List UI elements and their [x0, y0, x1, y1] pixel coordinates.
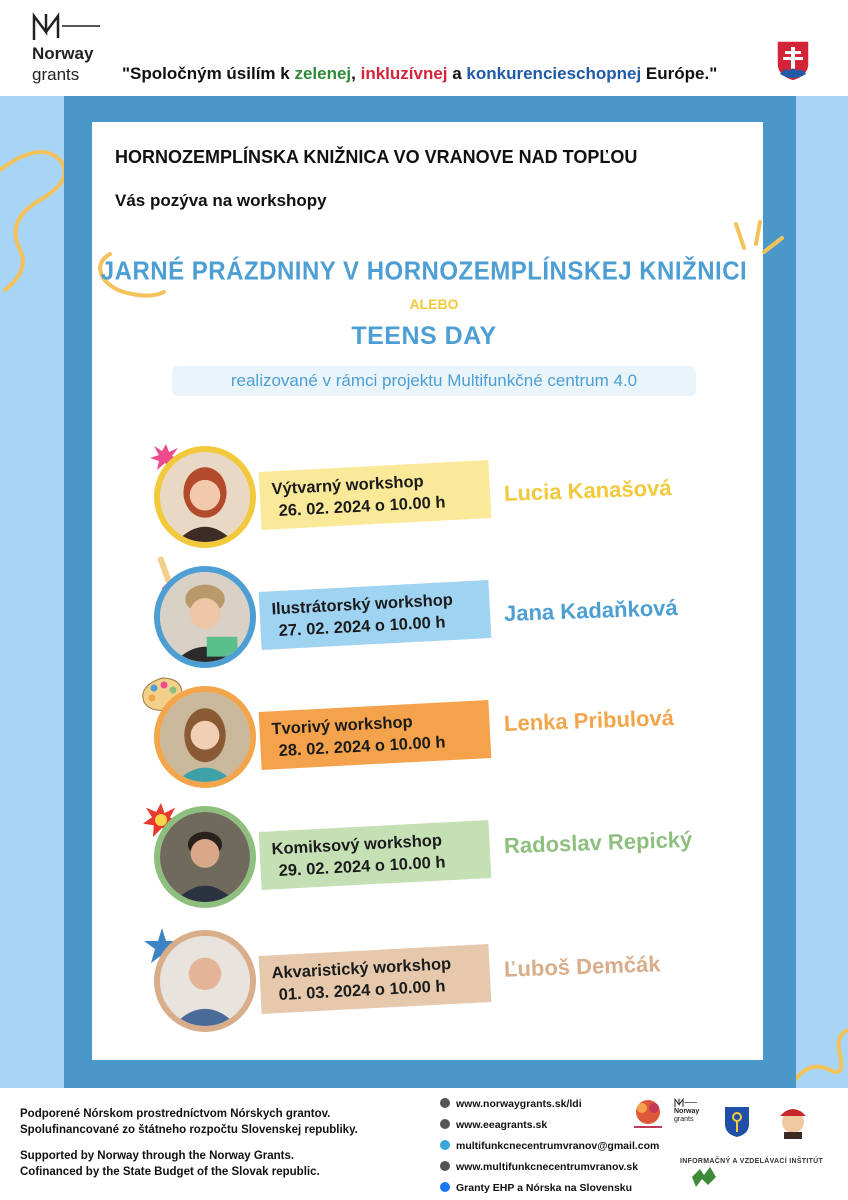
- web-icon: [440, 1119, 450, 1129]
- small-logo-word: grants: [674, 1116, 694, 1123]
- workshop-name: Akvaristický workshop: [271, 955, 452, 983]
- workshop-item: [0, 440, 848, 560]
- invite-text: Vás pozýva na workshopy: [115, 191, 327, 210]
- workshop-name: Tvorivý workshop: [271, 713, 414, 739]
- header: [0, 0, 848, 96]
- norway-grants-mark-icon: [32, 12, 102, 42]
- footer-link-text: Granty EHP a Nórska na Slovensku: [456, 1182, 633, 1194]
- presenter-photo: [154, 446, 256, 548]
- institute-name: INFORMAČNÝ A VZDELÁVACÍ INŠTITÚT: [680, 1158, 824, 1165]
- presenter-photo: [154, 566, 256, 668]
- support-text-en: [20, 1148, 320, 1180]
- support-sk-line: Spolufinancované zo štátneho rozpočtu Slovenskej republiky.: [20, 1124, 358, 1136]
- presenter-photo: [154, 806, 256, 908]
- facebook-icon: [440, 1182, 450, 1192]
- footer-link-text: multifunkcnecentrumvranov@gmail.com: [456, 1140, 660, 1152]
- alebo-text: ALEBO: [409, 296, 459, 312]
- slogan-part: a: [447, 64, 467, 83]
- footer-link[interactable]: [440, 1119, 547, 1131]
- web-icon: [440, 1098, 450, 1108]
- footer-link[interactable]: [440, 1182, 632, 1194]
- support-en-line: Cofinanced by the State Budget of the Slovak republic.: [20, 1166, 320, 1178]
- logo-word-grants: grants: [32, 65, 80, 84]
- slogan-green: zelenej: [294, 64, 352, 83]
- workshop-name: Komiksový workshop: [271, 831, 443, 859]
- presenter-photo: [154, 686, 256, 788]
- slogan-part: "Spoločným úsilím k: [122, 64, 295, 83]
- presenter-photo: [154, 930, 256, 1032]
- footer-link[interactable]: [440, 1140, 659, 1152]
- norway-grants-logo: [30, 12, 102, 84]
- main-title: JARNÉ PRÁZDNINY V HORNOZEMPLÍNSKEJ KNIŽNICI: [100, 256, 748, 287]
- organization-title: HORNOZEMPLÍNSKA KNIŽNICA VO VRANOVE NAD TOPĽOU: [115, 147, 638, 167]
- workshop-label: [259, 700, 492, 770]
- footer: [0, 1088, 848, 1200]
- slogan-part: ,: [351, 64, 361, 83]
- multifunctional-center-logo: [628, 1096, 668, 1132]
- slogan-part: Európe.": [641, 64, 718, 83]
- workshop-label: [259, 460, 492, 530]
- library-mascot-logo: [776, 1102, 810, 1140]
- support-text-sk: [20, 1106, 358, 1138]
- presenter-name: Lenka Pribulová: [503, 705, 675, 736]
- workshop-item: [0, 680, 848, 800]
- workshop-date: 28. 02. 2024 o 10.00 h: [278, 733, 446, 761]
- presenter-name: Lucia Kanašová: [503, 475, 672, 506]
- small-logo-word: Norway: [674, 1108, 700, 1115]
- footer-link[interactable]: [440, 1161, 638, 1173]
- workshop-date: 29. 02. 2024 o 10.00 h: [278, 853, 446, 881]
- web-icon: [440, 1161, 450, 1171]
- slogan: [122, 64, 717, 84]
- workshop-item: [0, 800, 848, 920]
- footer-link-text: www.norwaygrants.sk/ldi: [456, 1098, 582, 1110]
- slogan-blue: konkurencieschopnej: [466, 64, 642, 83]
- norway-grants-mark-icon: [674, 1098, 698, 1108]
- workshop-item: [0, 560, 848, 680]
- workshop-label: [259, 580, 492, 650]
- subtitle: TEENS DAY: [351, 322, 497, 350]
- presenter-name: Ľuboš Demčák: [503, 951, 661, 982]
- presenter-name: Jana Kadaňková: [503, 594, 679, 627]
- workshop-date: 26. 02. 2024 o 10.00 h: [278, 493, 446, 521]
- slogan-red: inkluzívnej: [360, 64, 448, 83]
- workshop-label: [259, 944, 492, 1014]
- presenter-name: Radoslav Repický: [503, 826, 693, 859]
- workshop-name: Výtvarný workshop: [271, 472, 425, 499]
- email-icon: [440, 1140, 450, 1150]
- workshop-date: 01. 03. 2024 o 10.00 h: [278, 977, 446, 1005]
- workshop-label: [259, 820, 492, 890]
- vranov-coat-of-arms-icon: [724, 1106, 750, 1138]
- slovak-coat-of-arms-icon: [776, 40, 810, 82]
- institute-logo-icon: [690, 1164, 718, 1190]
- workshop-item: [0, 924, 848, 1044]
- support-en-line: Supported by Norway through the Norway Grants.: [20, 1150, 295, 1162]
- footer-link-text: www.multifunkcnecentrumvranov.sk: [456, 1161, 639, 1173]
- logo-word-norway: Norway: [32, 44, 94, 63]
- workshop-name: Ilustrátorský workshop: [271, 590, 454, 619]
- support-sk-line: Podporené Nórskom prostredníctvom Nórskych grantov.: [20, 1108, 331, 1120]
- project-banner: realizované v rámci projektu Multifunkčné centrum 4.0: [172, 366, 696, 396]
- norway-grants-small-logo: [674, 1098, 714, 1128]
- workshop-date: 27. 02. 2024 o 10.00 h: [278, 613, 446, 641]
- footer-link[interactable]: [440, 1098, 582, 1110]
- footer-link-text: www.eeagrants.sk: [456, 1119, 548, 1131]
